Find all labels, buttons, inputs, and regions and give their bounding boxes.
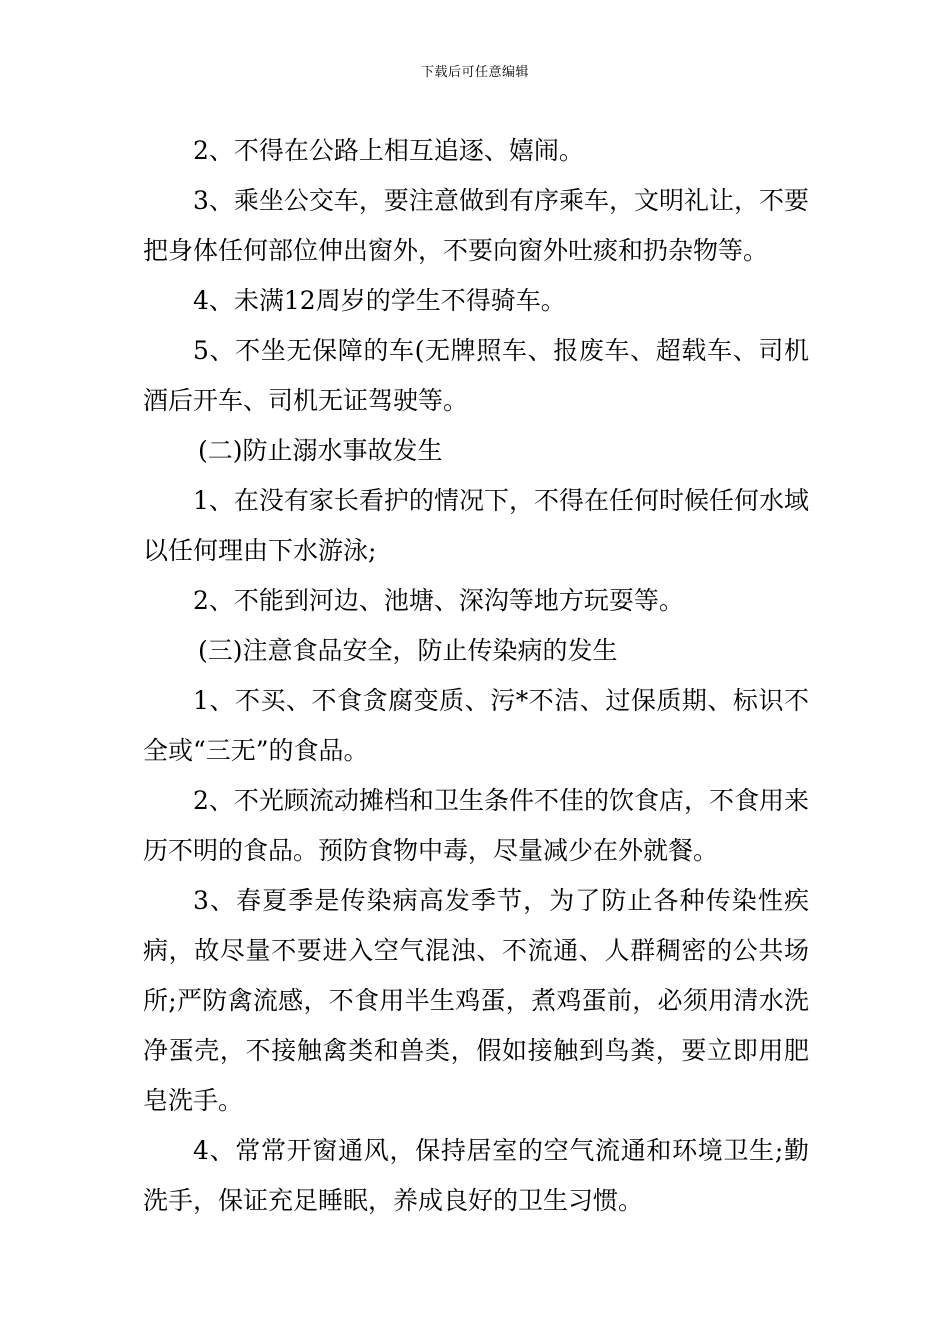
paragraph: 1、不买、不食贪腐变质、污*不洁、过保质期、标识不全或“三无”的食品。 bbox=[143, 686, 809, 765]
section-heading: (三)注意食品安全，防止传染病的发生 bbox=[198, 636, 618, 665]
page-header: 下载后可任意编辑 bbox=[420, 65, 529, 80]
paragraph: 4、未满12周岁的学生不得骑车。 bbox=[193, 286, 566, 315]
section-heading: (二)防止溺水事故发生 bbox=[198, 436, 443, 465]
paragraph: 3、春夏季是传染病高发季节，为了防止各种传染性疾病，故尽量不要进入空气混浊、不流通、人群稠密的公共场所;严防禽流感，不食用半生鸡蛋，煮鸡蛋前，必须用清水洗净蛋壳，不接触禽类和兽类，假如接触到鸟粪，要立即用肥皂洗手。 bbox=[143, 886, 809, 1115]
paragraph: 1、在没有家长看护的情况下，不得在任何时候任何水域以任何理由下水游泳; bbox=[143, 486, 809, 565]
paragraph: 4、常常开窗通风，保持居室的空气流通和环境卫生;勤洗手，保证充足睡眠，养成良好的卫生习惯。 bbox=[143, 1136, 809, 1215]
paragraph: 2、不能到河边、池塘、深沟等地方玩耍等。 bbox=[193, 586, 684, 615]
paragraph: 2、不光顾流动摊档和卫生条件不佳的饮食店，不食用来历不明的食品。预防食物中毒，尽量减少在外就餐。 bbox=[143, 786, 809, 865]
paragraph: 5、不坐无保障的车(无牌照车、报废车、超载车、司机酒后开车、司机无证驾驶等。 bbox=[143, 336, 809, 415]
paragraph: 3、乘坐公交车，要注意做到有序乘车，文明礼让，不要把身体任何部位伸出窗外，不要向窗外吐痰和扔杂物等。 bbox=[143, 186, 809, 265]
document-body bbox=[143, 126, 809, 1226]
paragraph: 2、不得在公路上相互追逐、嬉闹。 bbox=[193, 136, 584, 165]
